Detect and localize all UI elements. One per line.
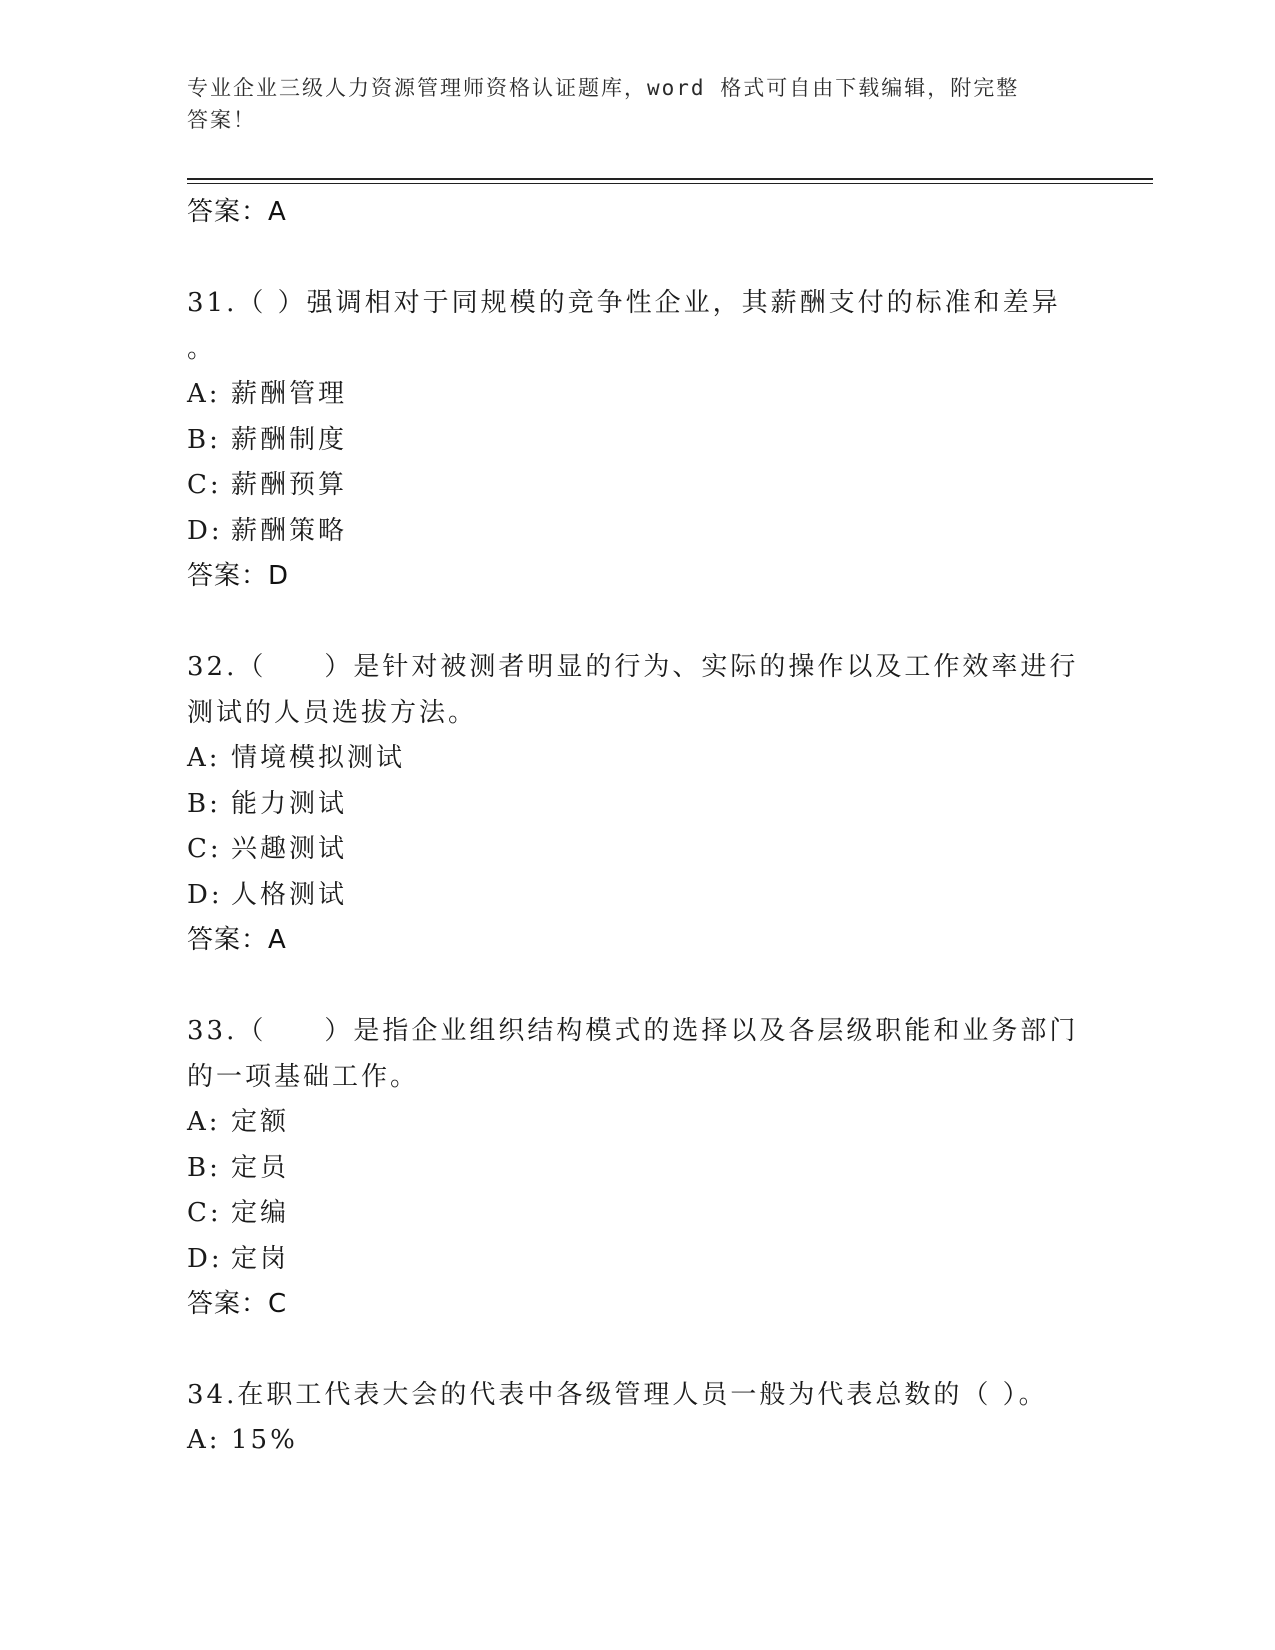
option-item (187, 509, 1087, 555)
question-text: 。 (187, 334, 217, 364)
option-text: 定员 (231, 1152, 290, 1183)
option-text: 15% (231, 1425, 298, 1455)
option-text: 定编 (231, 1198, 290, 1228)
option-text: 薪酬策略 (231, 515, 348, 546)
option-item (187, 463, 1087, 509)
option-label: A: (187, 1425, 221, 1455)
option-label: A: (187, 1107, 221, 1137)
answer-line: 答案：D (187, 561, 290, 591)
option-label: C: (187, 470, 222, 500)
option-text: 能力测试 (231, 788, 348, 819)
question-block (187, 1372, 1087, 1464)
question-text: 测试的人员选拔方法。 (187, 698, 478, 728)
answer-line: 答案：A (187, 197, 287, 227)
question-text: 33.（ ）是指企业组织结构模式的选择以及各层级职能和业务部门 (187, 1016, 1079, 1046)
question-block (187, 280, 1087, 598)
question-block (187, 644, 1087, 962)
option-item (187, 1237, 1087, 1283)
option-text: 人格测试 (231, 879, 348, 910)
header-rule-thin (187, 183, 1153, 184)
answer-line: 答案：C (187, 1289, 288, 1319)
question-block (187, 1008, 1087, 1326)
option-item (187, 1146, 1087, 1192)
answer-line: 答案：A (187, 925, 287, 955)
question-text: 31.（ ）强调相对于同规模的竞争性企业，其薪酬支付的标准和差异 (187, 288, 1061, 318)
page-header (187, 72, 1067, 136)
option-text: 薪酬制度 (231, 424, 348, 455)
option-text: 定额 (231, 1107, 290, 1137)
header-rule (187, 178, 1153, 180)
option-text: 薪酬预算 (231, 470, 348, 500)
option-text: 情境模拟测试 (231, 743, 406, 773)
option-label: D: (187, 879, 223, 910)
header-line-1: 专业企业三级人力资源管理师资格认证题库，word 格式可自由下载编辑，附完整 (187, 76, 1020, 100)
option-label: D: (187, 1243, 223, 1274)
question-text: 的一项基础工作。 (187, 1062, 420, 1092)
option-text: 定岗 (231, 1243, 290, 1274)
option-item (187, 372, 1087, 418)
option-label: C: (187, 1198, 222, 1228)
option-item (187, 736, 1087, 782)
question-text: 34.在职工代表大会的代表中各级管理人员一般为代表总数的（ ）。 (187, 1380, 1048, 1410)
option-item (187, 1418, 1087, 1464)
option-label: B: (187, 1152, 221, 1183)
option-item (187, 1100, 1087, 1146)
option-label: B: (187, 788, 221, 819)
option-label: B: (187, 424, 221, 455)
option-label: D: (187, 515, 223, 546)
question-text: 32.（ ）是针对被测者明显的行为、实际的操作以及工作效率进行 (187, 652, 1079, 682)
option-text: 兴趣测试 (231, 834, 348, 864)
option-item (187, 418, 1087, 464)
option-item (187, 1191, 1087, 1237)
option-item (187, 782, 1087, 828)
header-line-2: 答案！ (187, 108, 256, 132)
option-label: A: (187, 379, 221, 409)
option-label: C: (187, 834, 222, 864)
option-label: A: (187, 743, 221, 773)
option-item (187, 827, 1087, 873)
option-item (187, 873, 1087, 919)
question-list (187, 190, 1087, 1464)
option-text: 薪酬管理 (231, 379, 348, 409)
